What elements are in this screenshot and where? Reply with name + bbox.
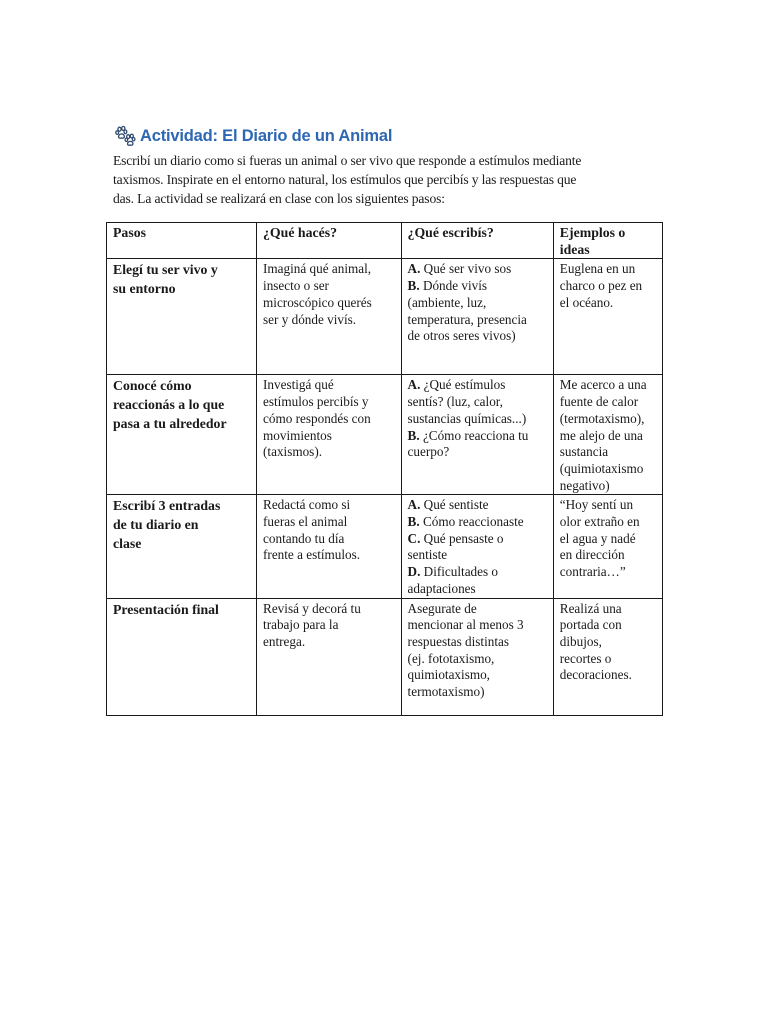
item-label: A.	[407, 261, 421, 277]
cell-line: negativo)	[559, 477, 610, 493]
header-pasos: Pasos	[107, 223, 257, 259]
cell-line: respuestas distintas	[407, 633, 510, 649]
cell-line: contraria…”	[559, 564, 626, 580]
item-text: Qué pensaste o	[420, 530, 504, 546]
item-label: B.	[407, 514, 420, 530]
do-cell	[257, 259, 402, 375]
cell-line	[408, 377, 547, 394]
item-label: B.	[407, 427, 420, 443]
step-cell	[107, 598, 257, 715]
activity-instructions	[113, 151, 653, 208]
cell-line: Elegí tu ser vivo y	[113, 262, 218, 278]
table-row	[107, 259, 663, 375]
item-label: A.	[407, 497, 421, 513]
table-header-row	[107, 223, 663, 259]
cell-line: pasa a tu alrededor	[113, 415, 227, 431]
cell-line: de otros seres vivos)	[407, 328, 516, 344]
cell-line: me alejo de una	[559, 427, 643, 443]
instructions-line: Escribí un diario como si fueras un animal o ser vivo que responde a estímulos mediante	[113, 153, 582, 168]
cell-line	[408, 278, 547, 295]
header-ejemplos	[553, 223, 662, 259]
item-text: Dificultades o	[420, 564, 499, 580]
cell-line: cuerpo?	[407, 444, 450, 460]
cell-line	[408, 564, 547, 581]
cell-line: Revisá y decorá tu	[263, 600, 361, 616]
cell-line: microscópico querés	[263, 294, 372, 310]
cell-line: entrega.	[263, 633, 306, 649]
write-cell	[401, 495, 553, 598]
steps-table	[106, 222, 663, 716]
cell-line: clase	[113, 535, 142, 551]
instructions-line: taxismos. Inspirate en el entorno natural, los estímulos que percibís y las respuestas que	[113, 172, 577, 187]
cell-line: cómo respondés con	[263, 410, 371, 426]
examples-cell	[553, 259, 662, 375]
table-row	[107, 495, 663, 598]
instructions-line: das. La actividad se realizará en clase con los siguientes pasos:	[113, 191, 445, 206]
item-label: D.	[407, 564, 421, 580]
item-text: Dónde vivís	[419, 278, 488, 294]
cell-line: sentís? (luz, calor,	[407, 394, 503, 410]
write-cell	[401, 375, 553, 495]
cell-line: su entorno	[113, 281, 176, 296]
write-cell	[401, 259, 553, 375]
cell-line: Investigá qué	[263, 377, 334, 393]
cell-line: Asegurate de	[407, 600, 477, 616]
cell-line: ser y dónde vivís.	[263, 311, 357, 327]
table-row	[107, 375, 663, 495]
cell-line	[408, 261, 547, 278]
item-text: Qué sentiste	[420, 497, 489, 513]
item-text: Cómo reaccionaste	[419, 514, 524, 530]
cell-line: reaccionás a lo que	[113, 397, 225, 412]
write-cell	[401, 598, 553, 715]
item-label: C.	[407, 530, 421, 546]
cell-line: Conocé cómo	[113, 378, 192, 394]
cell-line: sustancia	[559, 444, 609, 460]
cell-line: olor extraño en	[559, 514, 640, 530]
cell-line: (ambiente, luz,	[407, 294, 487, 310]
step-cell	[107, 495, 257, 598]
cell-line: mencionar al menos 3	[407, 617, 524, 633]
cell-line: (ej. fototaxismo,	[407, 650, 495, 666]
examples-cell	[553, 598, 662, 715]
cell-line: (quimiotaxismo	[559, 460, 644, 476]
cell-line: dibujos,	[559, 633, 602, 649]
item-text: ¿Qué estímulos	[420, 377, 506, 393]
activity-heading	[114, 125, 392, 147]
cell-line: charco o pez en	[559, 278, 643, 294]
cell-line: Escribí 3 entradas	[113, 498, 221, 514]
do-cell	[257, 495, 402, 598]
activity-title: Actividad: El Diario de un Animal	[140, 126, 393, 145]
cell-line: Imaginá qué animal,	[263, 261, 372, 277]
cell-line: estímulos percibís y	[263, 394, 369, 410]
item-text: Qué ser vivo sos	[420, 261, 512, 277]
cell-line: Me acerco a una	[559, 377, 647, 393]
cell-line: fuente de calor	[559, 394, 639, 410]
cell-line: insecto o ser	[263, 278, 329, 294]
cell-line: trabajo para la	[263, 617, 339, 633]
cell-line	[408, 514, 547, 531]
cell-line: sentiste	[407, 547, 448, 563]
item-text: ¿Cómo reacciona tu	[419, 427, 529, 443]
cell-line	[408, 497, 547, 514]
cell-line	[408, 428, 547, 445]
cell-line: decoraciones.	[559, 667, 632, 683]
header-que-escribis: ¿Qué escribís?	[401, 223, 553, 259]
cell-line: temperatura, presencia	[407, 311, 527, 327]
table-row	[107, 598, 663, 715]
cell-line: “Hoy sentí un	[559, 497, 634, 513]
examples-cell	[553, 375, 662, 495]
item-label: A.	[407, 377, 421, 393]
cell-line: (termotaxismo),	[559, 410, 645, 426]
step-cell	[107, 375, 257, 495]
cell-line: quimiotaxismo,	[407, 667, 490, 683]
step-cell	[107, 259, 257, 375]
cell-line: en dirección	[559, 547, 625, 563]
cell-line	[408, 531, 547, 548]
cell-line: portada con	[559, 617, 622, 633]
cell-line: sustancias químicas...)	[407, 410, 527, 426]
cell-line: el agua y nadé	[559, 530, 636, 546]
cell-line: fueras el animal	[263, 514, 348, 530]
header-line: ideas	[559, 241, 590, 257]
cell-line: Presentación final	[113, 601, 219, 617]
cell-line: adaptaciones	[407, 580, 476, 596]
item-label: B.	[407, 278, 420, 294]
cell-line: el océano.	[559, 294, 614, 310]
cell-line: recortes o	[559, 650, 612, 666]
header-que-haces: ¿Qué hacés?	[257, 223, 402, 259]
cell-line: movimientos	[263, 427, 332, 443]
cell-line: frente a estímulos.	[263, 547, 361, 563]
examples-cell	[553, 495, 662, 598]
cell-line: termotaxismo)	[407, 684, 485, 700]
cell-line: Realizá una	[559, 600, 622, 616]
cell-line: contando tu día	[263, 530, 345, 546]
cell-line: Euglena en un	[559, 261, 636, 277]
paw-prints-icon	[114, 125, 136, 147]
do-cell	[257, 375, 402, 495]
do-cell	[257, 598, 402, 715]
header-line: Ejemplos o	[559, 225, 626, 240]
cell-line: Redactá como si	[263, 497, 351, 513]
cell-line: de tu diario en	[113, 516, 199, 532]
cell-line: (taxismos).	[263, 444, 323, 460]
